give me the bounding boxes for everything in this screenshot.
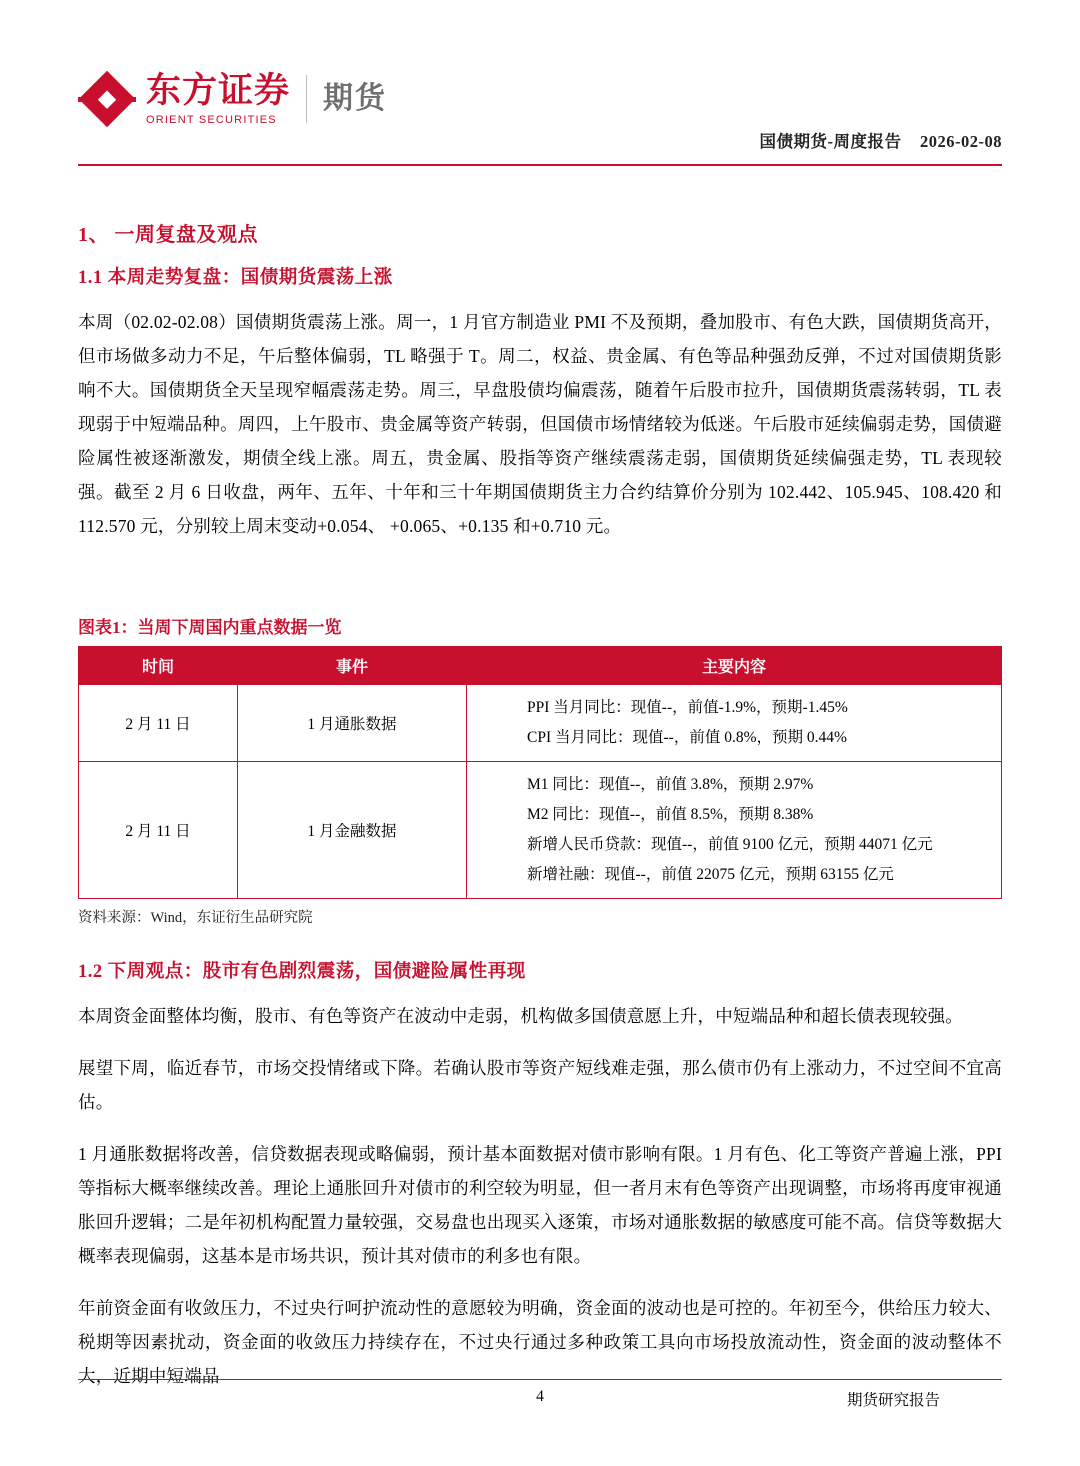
- content-line: 新增人民币贷款：现值--，前值 9100 亿元，预期 44071 亿元: [527, 836, 933, 853]
- figure-1-caption: 图表1：当周下周国内重点数据一览: [78, 618, 342, 637]
- page-footer: [78, 1379, 1002, 1412]
- document-header-meta: [760, 128, 1003, 158]
- section-1-1-paragraph: 本周（02.02-02.08）国债期货震荡上涨。周一，1 月官方制造业 PMI 不及预期，叠加股市、有色大跌，国债期货高开，但市场做多动力不足，午后整体偏弱，TL 略强于 T。周二，权益、贵金属、有色等品种强劲反弹，不过对国债期货影响不大。国债期货全天呈现窄幅震荡走势。周三，早盘股债均偏震荡，随着午后股市拉升，国债期货震荡转弱，TL 表现弱于中短端品种。周四，上午股市、贵金属等资产转弱，但国债市场情绪较为低迷。午后股市延续偏弱走势，国债避险属性被逐渐激发，期债全线上涨。周五，贵金属、股指等资产继续震荡走弱，国债期货延续偏强走势，TL 表现较强。截至 2 月 6 日收盘，两年、五年、十年和三十年期国债期货主力合约结算价分别为 102.442、105.945、108.420 和 112.570 元，分别较上周末变动+0.054、 +0.065、+0.135 和+0.710 元。: [78, 312, 1002, 536]
- table-row: [79, 762, 1002, 899]
- document-title: 国债期货-周度报告: [759, 132, 902, 151]
- logo-divider: [306, 75, 307, 123]
- section-1-2-heading: 1.2 下周观点：股市有色剧烈震荡，国债避险属性再现: [78, 962, 526, 982]
- column-header-content: 主要内容: [467, 647, 1002, 685]
- section-1-2-paragraph-3: 1 月通胀数据将改善，信贷数据表现或略偏弱，预计基本面数据对债市影响有限。1 月有色、化工等资产普遍上涨，PPI 等指标大概率继续改善。理论上通胀回升对债市的利空较为明显，但一者月末有色等资产出现调整，市场将再度审视通胀回升逻辑；二是年初机构配置力量较强，交易盘也出现买入逐策，市场对通胀数据的敏感度可能不高。信贷等数据大概率表现偏弱，这基本是市场共识，预计其对债市的利多也有限。: [78, 1144, 1002, 1266]
- logo-english-name: ORIENT SECURITIES: [146, 113, 277, 126]
- figure-1-source: 资料来源：Wind，东证衍生品研究院: [78, 910, 313, 926]
- column-header-event: 事件: [238, 647, 467, 685]
- footer-label: 期货研究报告: [846, 1392, 940, 1409]
- cell-time: 2 月 11 日: [79, 762, 238, 899]
- cell-time: 2 月 11 日: [79, 685, 238, 762]
- table-row: [79, 685, 1002, 762]
- document-content: [78, 166, 1002, 1393]
- company-logo: [78, 70, 387, 128]
- page-number: 4: [536, 1388, 544, 1405]
- section-1-2-paragraph-2: 展望下周，临近春节，市场交投情绪或下降。若确认股市等资产短线难走强，那么债市仍有上涨动力，不过空间不宜高估。: [78, 1058, 1002, 1112]
- logo-chinese-name: 东方证券: [146, 70, 291, 110]
- content-line: M1 同比：现值--，前值 3.8%，预期 2.97%: [527, 776, 814, 793]
- footer-rule: [78, 1379, 1002, 1380]
- content-line: 新增社融：现值--，前值 22075 亿元，预期 63155 亿元: [527, 866, 894, 883]
- table-header-row: [79, 647, 1002, 685]
- content-line: CPI 当月同比：现值--，前值 0.8%，预期 0.44%: [527, 729, 847, 746]
- document-date: 2026-02-08: [920, 132, 1002, 151]
- cell-content: [467, 685, 1002, 762]
- figure-1-table: [78, 646, 1002, 899]
- content-line: M2 同比：现值--，前值 8.5%，预期 8.38%: [527, 806, 814, 823]
- cell-content: [467, 762, 1002, 899]
- column-header-time: 时间: [79, 647, 238, 685]
- section-1-2-paragraph-4: 年前资金面有收敛压力，不过央行呵护流动性的意愿较为明确，资金面的波动也是可控的。年初至今，供给压力较大、税期等因素扰动，资金面的收敛压力持续存在，不过央行通过多种政策工具向市场投放流动性，资金面的波动整体不大，近期中短端品: [78, 1298, 1002, 1386]
- section-1-heading: 1、 一周复盘及观点: [78, 224, 258, 246]
- page-header: [78, 0, 1002, 158]
- section-1-1-heading: 1.1 本周走势复盘：国债期货震荡上涨: [78, 268, 393, 288]
- logo-subtitle: 期货: [323, 82, 388, 115]
- cell-event: 1 月通胀数据: [238, 685, 467, 762]
- section-1-2-paragraph-1: 本周资金面整体均衡，股市、有色等资产在波动中走弱，机构做多国债意愿上升，中短端品种和超长债表现较强。: [78, 1006, 963, 1026]
- orient-securities-logo-icon: [78, 70, 136, 128]
- cell-event: 1 月金融数据: [238, 762, 467, 899]
- content-line: PPI 当月同比：现值--，前值-1.9%，预期-1.45%: [527, 699, 848, 716]
